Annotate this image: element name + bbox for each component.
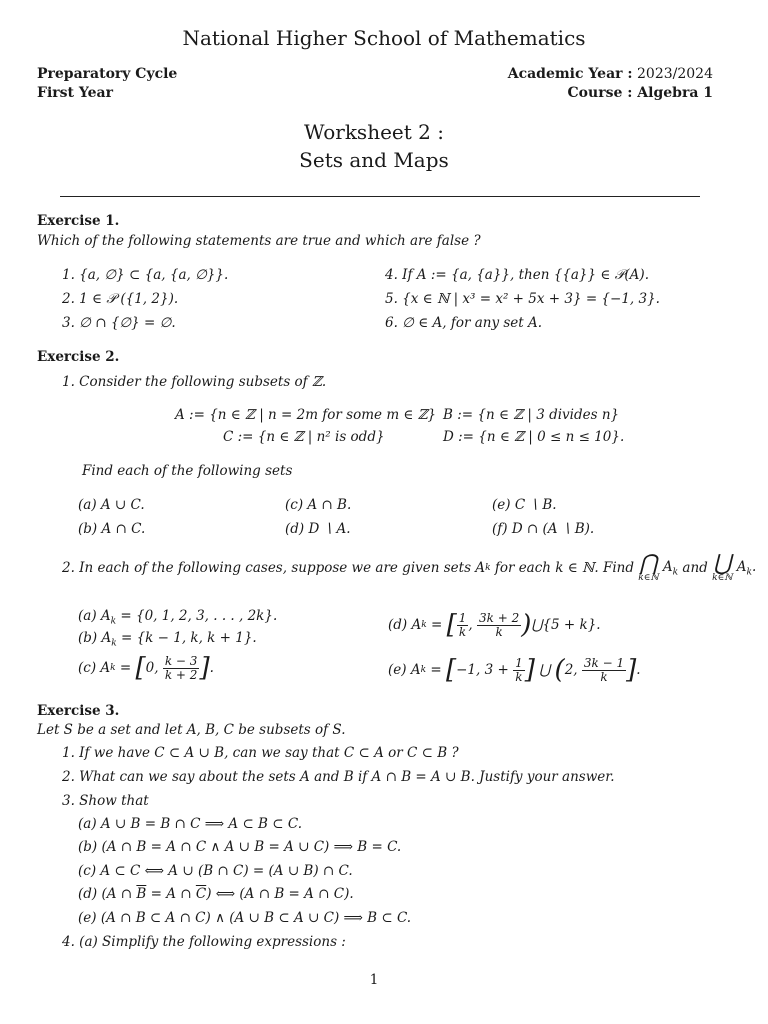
ex1-item-4: 4. If A := {a, {a}}, then {{a}} ∈ 𝒫(A).: [385, 267, 649, 283]
frac-1-over-k-e: $\frac{1}{k}$: [515, 655, 523, 684]
ex2-q2-start: 2. In each of the following cases, suppose we are given sets A: [62, 560, 486, 576]
ex3-q4: 4. (a) Simplify the following expressions :: [62, 934, 346, 950]
ex1-item-1: 1. {a, ∅} ⊂ {a, {a, ∅}}.: [62, 267, 229, 283]
school-title: National Higher School of Mathematics: [182, 26, 586, 50]
set-a-def: A := {n ∈ ℤ | n = 2m for some m ∈ ℤ}: [175, 407, 437, 423]
ex1-item-2: 2. 1 ∈ 𝒫 ({1, 2}).: [62, 291, 179, 307]
ex2-case-c: (c) A k = [ 0, $\frac{k - 3}{k + 2}$ ] .: [78, 653, 214, 683]
year-level-label: First Year: [37, 85, 113, 101]
set-b-def: B := {n ∈ ℤ | 3 divides n}: [443, 407, 620, 423]
ex3-q2: 2. What can we say about the sets A and B if A ∩ B = A ∪ B. Justify your answer.: [62, 769, 615, 785]
ex3-q1: 1. If we have C ⊂ A ∪ B, can we say that C ⊂ A or C ⊂ B ?: [62, 745, 459, 761]
set-d-def: D := {n ∈ ℤ | 0 ≤ n ≤ 10}.: [443, 429, 625, 445]
ex2-q2-and: and: [678, 560, 713, 576]
ex1-item-3: 3. ∅ ∩ {∅} = ∅.: [62, 315, 176, 331]
frac-3k-plus-2: $\frac{3k + 2}{k}$: [478, 610, 520, 639]
ex2-case-b: (b) $A_k = \{k - 1$, k, k + 1}.: [78, 630, 257, 649]
ex1-item-6: 6. ∅ ∈ A, for any set A.: [385, 315, 543, 331]
ex3-q3-b: (b) (A ∩ B = A ∩ C ∧ A ∪ B = A ∪ C) ⟹ B = C.: [78, 839, 402, 855]
ex2-part-a: (a) A ∪ C.: [78, 497, 145, 513]
exercise-1-title: Exercise 1.: [37, 213, 120, 229]
ex1-item-5: 5. {x ∈ ℕ | x³ = x² + 5x + 3} = {−1, 3}.: [385, 291, 660, 307]
ex2-q2-mid: for each k ∈ ℕ. Find: [490, 560, 639, 576]
ex2-case-a: (a) $A_k = \{0$, 1, 2, 3, . . . , 2k}.: [78, 608, 278, 627]
exercise-3-title: Exercise 3.: [37, 703, 120, 719]
set-c-def: C := {n ∈ ℤ | n² is odd}: [223, 429, 385, 445]
big-intersection-icon: ⋂ k∈ℕ: [638, 551, 659, 583]
frac-3k-minus-1: $\frac{3k - 1}{k}$: [583, 655, 625, 684]
ex3-intro: Let S be a set and let A, B, C be subsets of S.: [37, 722, 346, 738]
ex2-q2: 2. In each of the following cases, suppose we are given sets A k for each k ∈ ℕ. Find ⋂ k∈ℕ $A_k$ and ⋃ k∈ℕ $A_k$.: [62, 551, 757, 583]
frac-1-over-k: $\frac{1}{k}$: [458, 610, 467, 639]
worksheet-title: Sets and Maps: [299, 148, 449, 172]
ex2-part-e: (e) C ∖ B.: [492, 497, 557, 513]
academic-year: [508, 66, 713, 82]
ex2-find: Find each of the following sets: [82, 463, 293, 479]
ex2-case-e: (e) A k = [ −1, 3 + $\frac{1}{k}$ ] ⋃ ( 2, $\frac{3k - 1}{k}$ ] .: [388, 655, 641, 685]
ex3-q3-e: (e) (A ∩ B ⊂ A ∩ C) ∧ (A ∪ B ⊂ A ∪ C) ⟹ B ⊂ C.: [78, 910, 412, 926]
ex2-part-c: (c) A ∩ B.: [285, 497, 352, 513]
big-union-icon: ⋃ k∈ℕ: [712, 551, 733, 583]
academic-year-value: 2023/2024: [637, 66, 713, 82]
course-label: Course : Algebra 1: [567, 85, 713, 101]
ex2-part-f: (f) D ∩ (A ∖ B).: [492, 521, 595, 537]
ex2-part-d: (d) D ∖ A.: [285, 521, 351, 537]
exercise-1-prompt: Which of the following statements are true and which are false ?: [37, 233, 481, 249]
ex2-q1: 1. Consider the following subsets of ℤ.: [62, 374, 327, 390]
ex3-q3: 3. Show that: [62, 793, 149, 809]
exercise-2-title: Exercise 2.: [37, 349, 120, 365]
academic-year-label: Academic Year :: [507, 66, 633, 82]
page-number: 1: [369, 972, 379, 988]
title-rule: [60, 196, 700, 197]
ex3-q3-c: (c) A ⊂ C ⟺ A ∪ (B ∩ C) = (A ∪ B) ∩ C.: [78, 863, 353, 879]
ex3-q3-d: (d) (A ∩ $\overline{B} = A$ ∩ $\overline{C}$) ⟺ (A ∩ B = A ∩ C).: [78, 886, 354, 902]
frac-k-minus-3: $\frac{k - 3}{k + 2}$: [164, 653, 198, 682]
ex3-q3-a: (a) A ∪ B = B ∩ C ⟹ A ⊂ B ⊂ C.: [78, 816, 303, 832]
ex2-case-d: (d) A k = [ $\frac{1}{k}$ , $\frac{3k + 2}{k}$ ) ⋃{5 + k}.: [388, 610, 601, 640]
worksheet-number: Worksheet 2 :: [304, 120, 444, 144]
cycle-label: Preparatory Cycle: [37, 66, 178, 82]
ex2-part-b: (b) A ∩ C.: [78, 521, 146, 537]
